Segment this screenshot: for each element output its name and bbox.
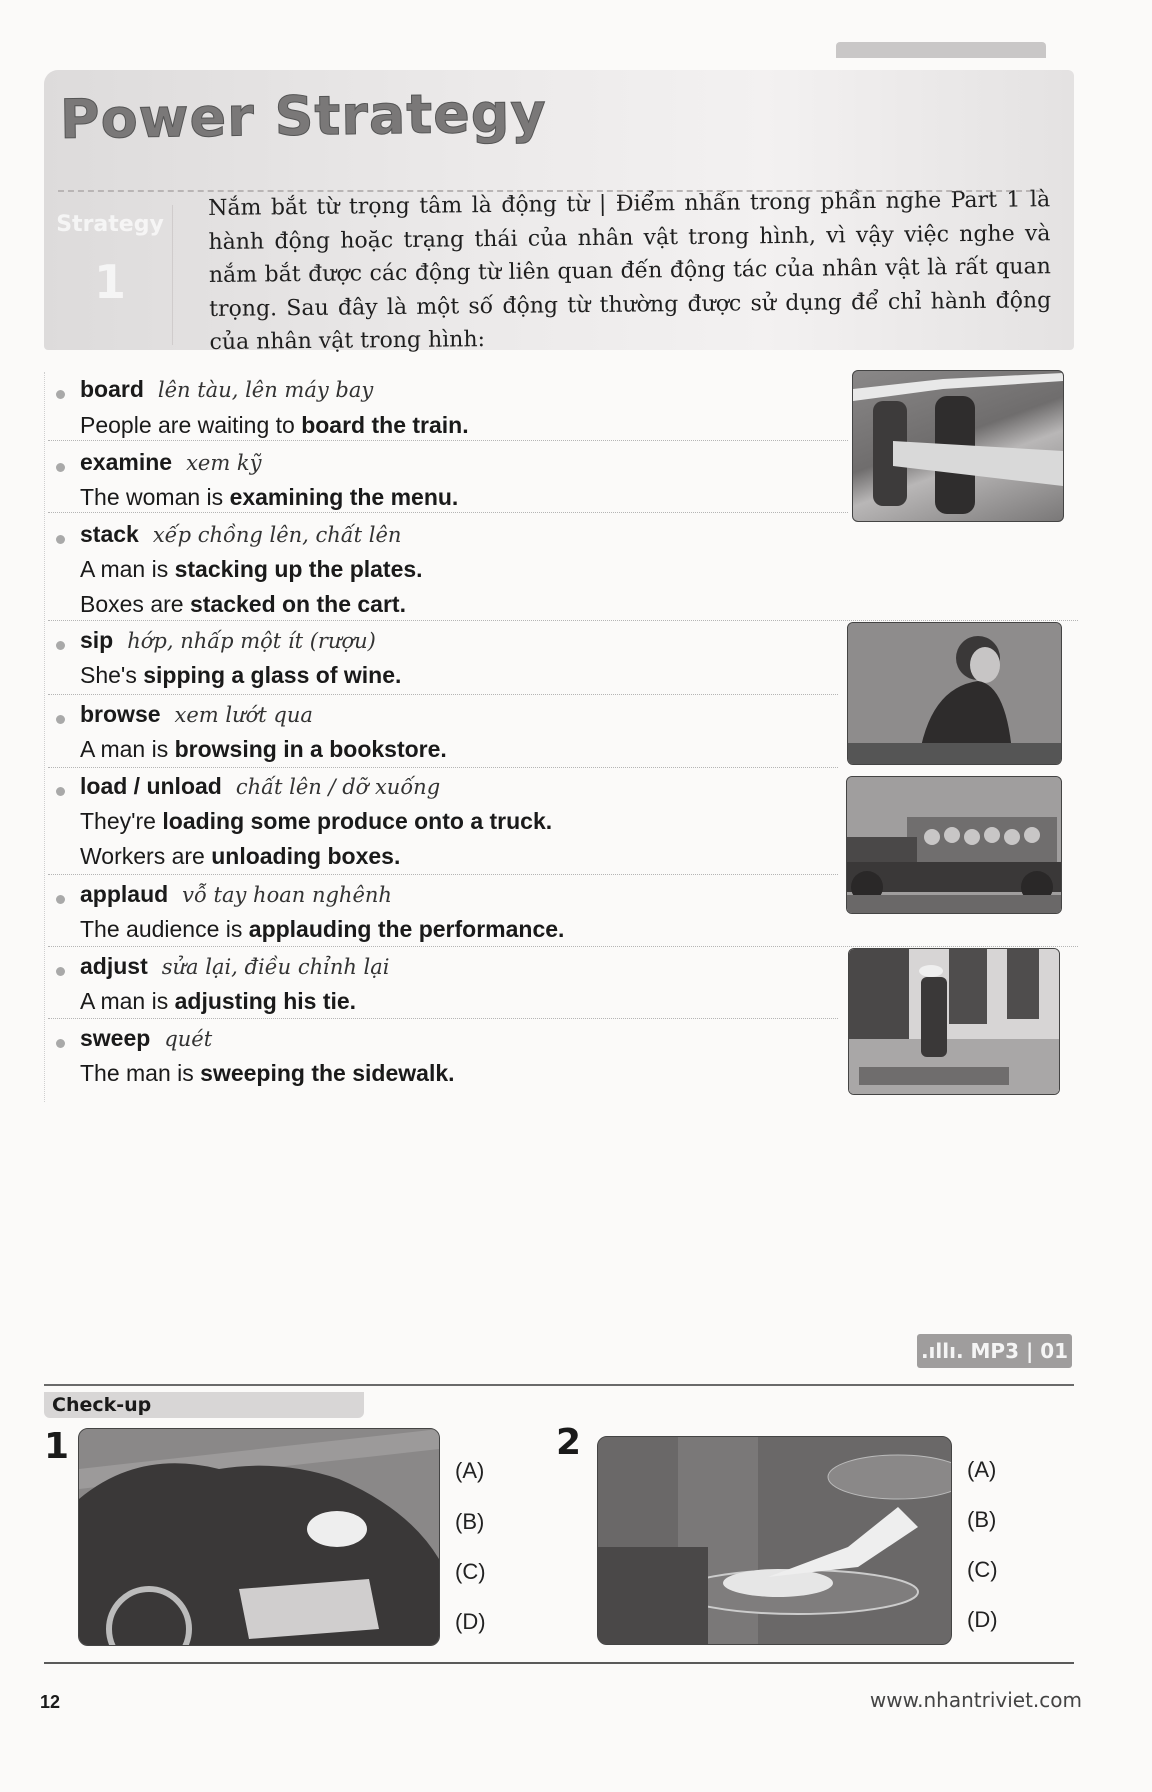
vocab-gloss: xem kỹ [186, 451, 262, 475]
example-plain: Workers are [80, 843, 205, 869]
publisher-url[interactable]: www.nhantriviet.com [869, 1688, 1082, 1712]
vocab-headword [80, 701, 313, 728]
intro-paragraph: Nắm bắt từ trọng tâm là động từ | Điểm nhấn trong phần nghe Part 1 là hành động hoặc trạng thái của nhân vật trong hình, vì vậy việc nghe và nắm bắt được các động từ liên quan đến động tác của nhân vật là rất quan trọng. Sau đây là một số động từ thường được sử dụng để chỉ hành động của nhân vật trong hình: [208, 187, 1052, 355]
example-plain: They're [80, 808, 156, 834]
question-number-1: 1 [44, 1426, 70, 1467]
list-left-border [44, 372, 45, 1102]
example-bold: browsing in a bookstore. [174, 736, 447, 762]
bullet-icon [56, 787, 65, 796]
checkup-label: Check-up [44, 1392, 364, 1418]
vocab-headword [80, 376, 373, 403]
q1-option-a[interactable]: (A) [455, 1458, 485, 1483]
row-separator [48, 440, 848, 441]
bullet-icon [56, 535, 65, 544]
example-plain: A man is [80, 736, 169, 762]
vocab-example [80, 736, 447, 763]
vocab-word: load / unload [80, 773, 222, 799]
photo-truck-loading [846, 776, 1062, 914]
row-separator [48, 1018, 838, 1019]
example-plain: A man is [80, 556, 169, 582]
bullet-icon [56, 895, 65, 904]
photo-train-platform [852, 370, 1064, 522]
strategy-label: Strategy [56, 212, 164, 237]
vocab-word: sweep [80, 1025, 151, 1051]
vocab-gloss: vỗ tay hoan nghênh [182, 883, 392, 907]
bullet-icon [56, 1039, 65, 1048]
page-title: Power Strategy [59, 81, 548, 151]
photo-icon [848, 623, 1061, 764]
vocab-headword [80, 773, 440, 800]
mp3-audio-badge[interactable]: .ıllı. MP3 | 01 [917, 1334, 1072, 1368]
vocab-example [80, 916, 564, 943]
vocab-gloss: xếp chồng lên, chất lên [152, 523, 402, 547]
vocab-word: applaud [80, 881, 169, 907]
example-plain: Boxes are [80, 591, 184, 617]
vocab-headword [80, 627, 376, 654]
example-bold: stacked on the cart. [189, 591, 406, 617]
vocab-word: board [80, 376, 144, 402]
row-separator [48, 620, 1078, 621]
vocab-headword [80, 1025, 212, 1052]
footer-divider [44, 1662, 1074, 1664]
vocab-gloss: lên tàu, lên máy bay [157, 378, 374, 402]
example-bold: adjusting his tie. [174, 988, 357, 1014]
q2-option-b[interactable]: (B) [967, 1507, 997, 1532]
question-number-2: 2 [556, 1422, 582, 1463]
photo-woman-sipping [847, 622, 1062, 765]
row-separator [48, 694, 838, 695]
q1-option-c[interactable]: (C) [455, 1559, 486, 1584]
checkup-divider [44, 1384, 1074, 1386]
vocab-word: examine [80, 449, 173, 475]
q2-option-a[interactable]: (A) [967, 1457, 997, 1482]
vocab-headword [80, 521, 401, 548]
example-bold: loading some produce onto a truck. [162, 808, 553, 834]
vocab-gloss: quét [164, 1027, 213, 1051]
page-number: 12 [40, 1692, 61, 1712]
vocab-gloss: xem lướt qua [174, 703, 313, 727]
vocab-gloss: sửa lại, điều chỉnh lại [161, 955, 390, 979]
vocab-example [80, 1060, 455, 1087]
vocab-word: adjust [80, 953, 148, 979]
example-plain: People are waiting to [80, 412, 295, 438]
vocab-headword [80, 449, 262, 476]
example-plain: A man is [80, 988, 169, 1014]
vocab-word: sip [80, 627, 114, 653]
row-separator [48, 767, 838, 768]
q1-option-b[interactable]: (B) [455, 1509, 485, 1534]
vocab-example [80, 808, 552, 835]
vocab-gloss: hớp, nhấp một ít (rượu) [127, 629, 376, 653]
example-plain: She's [80, 662, 137, 688]
row-separator [48, 512, 848, 513]
header-tab-decoration [836, 42, 1046, 58]
vocab-example [80, 484, 458, 511]
example-bold: unloading boxes. [211, 843, 401, 869]
bullet-icon [56, 967, 65, 976]
row-separator [48, 874, 838, 875]
strategy-number: 1 [93, 255, 126, 309]
q1-option-d[interactable]: (D) [455, 1609, 486, 1634]
example-bold: stacking up the plates. [174, 556, 423, 582]
photo-icon [849, 949, 1059, 1094]
photo-icon [853, 371, 1063, 521]
vocab-example [80, 556, 423, 583]
example-bold: sipping a glass of wine. [143, 662, 402, 688]
vocab-headword [80, 881, 392, 908]
example-plain: The woman is [80, 484, 224, 510]
photo-icon [79, 1429, 439, 1645]
example-plain: The audience is [80, 916, 243, 942]
question-2-image [597, 1436, 952, 1645]
q2-option-c[interactable]: (C) [967, 1557, 998, 1582]
vocab-gloss: chất lên / dỡ xuống [235, 775, 441, 799]
photo-man-sweeping [848, 948, 1060, 1095]
example-bold: examining the menu. [229, 484, 459, 510]
vocab-example [80, 988, 356, 1015]
photo-icon [598, 1437, 951, 1644]
example-bold: board the train. [301, 412, 469, 438]
question-1-image [78, 1428, 440, 1646]
example-bold: sweeping the sidewalk. [200, 1060, 455, 1086]
strategy-divider [172, 205, 173, 345]
vocab-example [80, 843, 400, 870]
bullet-icon [56, 463, 65, 472]
vocab-word: stack [80, 521, 139, 547]
vocab-word: browse [80, 701, 161, 727]
row-separator [48, 946, 1078, 947]
bullet-icon [56, 390, 65, 399]
vocab-example [80, 591, 406, 618]
bullet-icon [56, 641, 65, 650]
example-plain: The man is [80, 1060, 194, 1086]
vocab-example [80, 662, 401, 689]
vocab-example [80, 412, 469, 439]
example-bold: applauding the performance. [248, 916, 565, 942]
bullet-icon [56, 715, 65, 724]
photo-icon [847, 777, 1061, 913]
vocab-headword [80, 953, 390, 980]
q2-option-d[interactable]: (D) [967, 1607, 998, 1632]
